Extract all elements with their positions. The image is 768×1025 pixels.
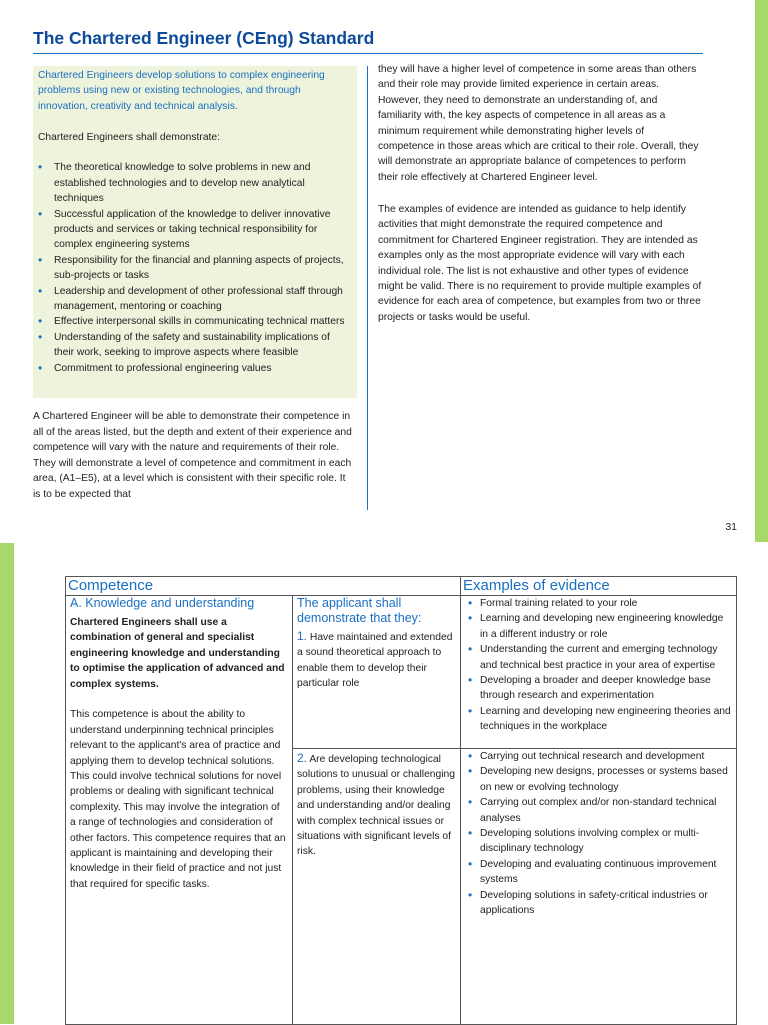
evidence-item: • Learning and developing new engineering theories and techniques in the workplace <box>465 704 732 735</box>
evidence-cell-2 <box>461 749 737 1025</box>
summary-item: • Effective interpersonal skills in communicating technical matters <box>38 314 352 329</box>
table-header-row <box>66 577 737 596</box>
summary-intro: Chartered Engineers develop solutions to complex engineering problems using new or existing technologies, and through innovation, creativity and technical analysis. <box>38 70 325 112</box>
summary-item: • Leadership and development of other professional staff through management, mentoring or coaching <box>38 284 352 315</box>
evidence-item: • Developing solutions involving complex or multi-disciplinary technology <box>465 826 732 857</box>
green-side-bar-top <box>755 0 768 542</box>
summary-item: • Responsibility for the financial and planning aspects of projects, sub-projects or tasks <box>38 253 352 284</box>
summary-lead: Chartered Engineers shall demonstrate: <box>38 131 221 143</box>
competence-table <box>65 576 737 1025</box>
left-column-paragraph: A Chartered Engineer will be able to demonstrate their competence in all of the areas listed, but the depth and extent of their experience and competence will vary with the nature and requirements of their role. They will demonstrate a level of competence and commitment in each area, (A1–E5), at a level which is consistent with their specific role. It is to be expected that <box>33 411 352 500</box>
header-competence: Competence <box>66 577 461 596</box>
summary-list <box>38 160 352 376</box>
evidence-item: • Understanding the current and emerging technology and technical best practice in your area of expertise <box>465 642 732 673</box>
criterion-body: Are developing technological solutions to unusual or challenging problems, using their knowledge and understanding and/or dealing with complex technical issues or situations with significant levels of risk. <box>297 754 455 858</box>
criterion-text-2 <box>297 751 456 860</box>
evidence-cell-1 <box>461 596 737 749</box>
section-description: This competence is about the ability to understand underpinning technical principles relevant to the applicant's area of practice and applying them to develop technical solutions. This could involve technical solutions for novel problems or dealing with significant technical complexity. This may involve the integration of a range of technologies and consideration of other factors. This competence requires that an applicant is maintaining and developing their knowledge in their field of practice and not just that required for specific tasks. <box>70 709 286 890</box>
title-underline <box>33 53 703 54</box>
summary-item: • Successful application of the knowledge to deliver innovative products and services or taking technical responsibility for complex engineering systems <box>38 207 352 253</box>
table-row <box>66 596 737 749</box>
criterion-cell-2 <box>293 749 461 1025</box>
section-bold-statement: Chartered Engineers shall use a combination of general and specialist engineering knowledge and understanding to optimise the application of advanced and complex systems. <box>70 617 285 690</box>
criterion-text-1 <box>297 629 456 692</box>
column-divider <box>367 66 368 510</box>
header-evidence: Examples of evidence <box>461 577 737 596</box>
evidence-item: • Developing and evaluating continuous improvement systems <box>465 857 732 888</box>
criterion-body: Have maintained and extended a sound theoretical approach to enable them to develop their particular role <box>297 632 453 690</box>
evidence-list-2 <box>465 749 732 918</box>
summary-box <box>33 66 357 398</box>
page-number: 31 <box>725 521 737 533</box>
evidence-item: • Carrying out complex and/or non-standard technical analyses <box>465 795 732 826</box>
evidence-item: • Carrying out technical research and development <box>465 749 732 764</box>
summary-item: • Commitment to professional engineering values <box>38 361 352 376</box>
applicant-heading: The applicant shall demonstrate that they: <box>297 596 422 625</box>
evidence-item: • Learning and developing new engineering knowledge in a different industry or role <box>465 611 732 642</box>
evidence-item: • Formal training related to your role <box>465 596 732 611</box>
criterion-cell-1 <box>293 596 461 749</box>
summary-item: • Understanding of the safety and sustainability implications of their work, seeking to improve aspects where feasible <box>38 330 352 361</box>
evidence-item: • Developing a broader and deeper knowledge base through research and experimentation <box>465 673 732 704</box>
summary-item: • The theoretical knowledge to solve problems in new and established technologies and to develop new analytical techniques <box>38 160 352 206</box>
evidence-item: • Developing new designs, processes or systems based on new or evolving technology <box>465 764 732 795</box>
evidence-item: • Developing solutions in safety-critical industries or applications <box>465 888 732 919</box>
right-column-paragraph-2: The examples of evidence are intended as guidance to help identify activities that might demonstrate the required competence and commitment for Chartered Engineer registration. They are intended as examples only as the most appropriate evidence will vary with each individual role. The list is not exhaustive and other types of evidence might be valid. There is no requirement to provide multiple examples of evidence for each area of competence, but examples from two or three projects or tasks would be useful. <box>378 204 702 323</box>
section-title: A. Knowledge and understanding <box>70 596 255 610</box>
evidence-list-1 <box>465 596 732 735</box>
page-title: The Chartered Engineer (CEng) Standard <box>33 28 375 48</box>
green-side-bar-bottom <box>0 543 14 1024</box>
competence-cell <box>66 596 293 1025</box>
right-column-paragraph-1: they will have a higher level of competence in some areas than others and their role may provide limited experience in certain areas. However, they need to demonstrate an understanding of, and familiarity with, the key aspects of competence in all areas as a minimum requirement while demonstrating higher levels of competence in those areas which are critical to their role. Overall, they will demonstrate an appropriate balance of competences to perform their role effectively at Chartered Engineer level. <box>378 64 699 183</box>
criterion-number: 1. <box>297 629 308 643</box>
criterion-number: 2. <box>297 751 308 765</box>
